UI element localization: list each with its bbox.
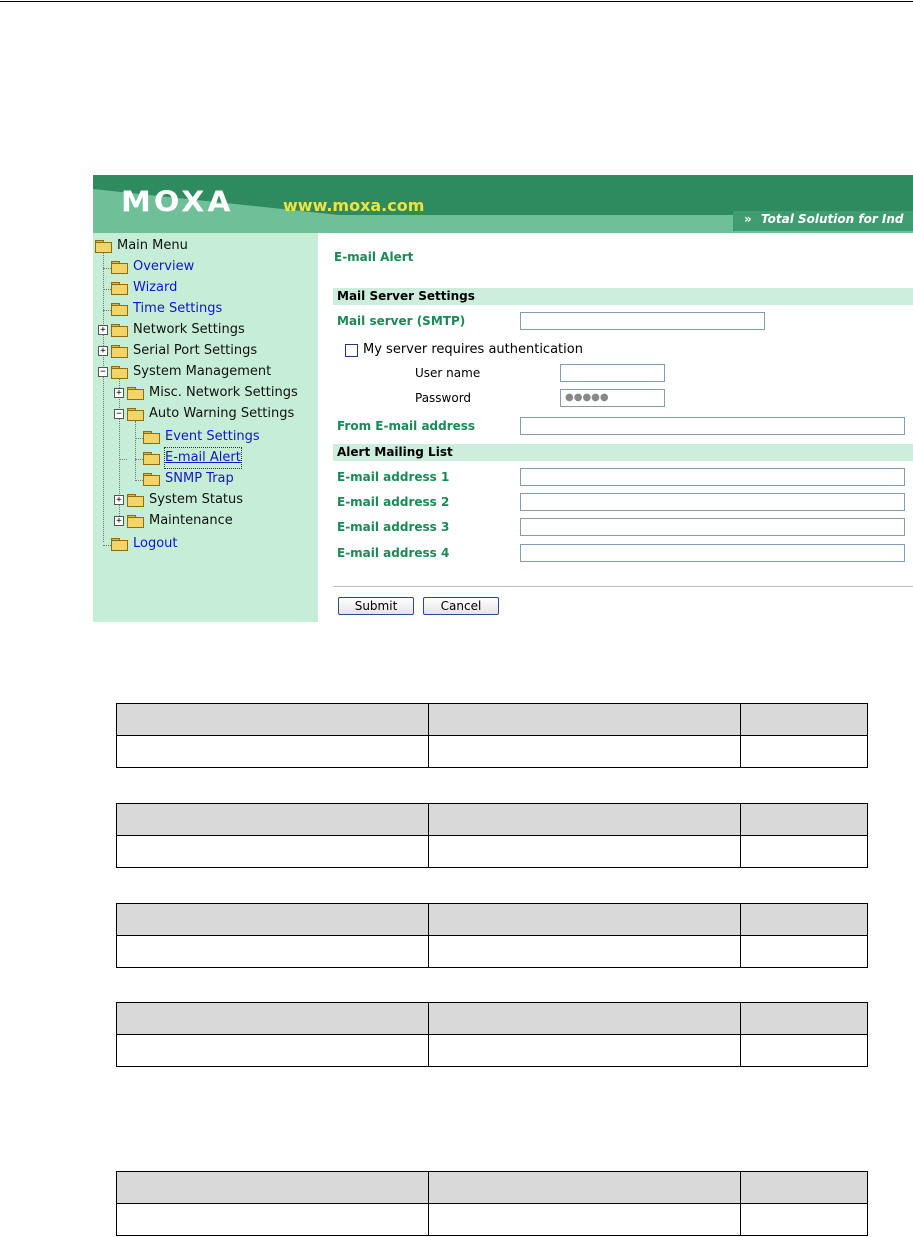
menu-item-system-status-label: System Status (149, 492, 244, 507)
collapse-minus-icon[interactable]: − (98, 367, 108, 377)
folder-icon (111, 324, 127, 336)
web-console-screenshot (93, 175, 913, 622)
column-divider (428, 804, 429, 867)
menu-item-email-alert-label: E-mail Alert (165, 448, 241, 468)
expand-plus-icon[interactable]: + (98, 346, 108, 356)
email-address-2-input[interactable] (520, 493, 905, 511)
tree-line (135, 421, 136, 481)
folder-icon (127, 515, 143, 527)
expand-plus-icon[interactable]: + (98, 325, 108, 335)
header-banner (93, 175, 913, 233)
page-title: E-mail Alert (334, 250, 414, 264)
tree-line (103, 250, 104, 542)
folder-open-icon (95, 240, 111, 252)
folder-open-icon (127, 408, 143, 420)
username-label: User name (415, 366, 481, 380)
folder-icon (127, 387, 143, 399)
moxa-logo: MOXA (121, 185, 234, 220)
table-header-row (117, 704, 867, 736)
menu-item-auto-warning-settings-label: Auto Warning Settings (149, 406, 295, 421)
email-address-4-label: E-mail address 4 (337, 546, 450, 560)
email-address-2-label: E-mail address 2 (337, 495, 450, 509)
menu-item-snmp-trap-label: SNMP Trap (165, 471, 234, 486)
tree-line (103, 268, 111, 269)
menu-root-label: Main Menu (117, 238, 188, 253)
tree-line (103, 545, 111, 546)
expand-plus-icon[interactable]: + (114, 516, 124, 526)
folder-icon (143, 473, 159, 485)
tree-line (103, 289, 111, 290)
column-divider (428, 904, 429, 967)
cancel-button[interactable]: Cancel (423, 597, 499, 615)
section-mail-server: Mail Server Settings (333, 288, 913, 305)
folder-icon (111, 282, 127, 294)
moxa-url: www.moxa.com (283, 196, 425, 215)
table-header-row (117, 804, 867, 836)
parameter-table (116, 703, 868, 768)
menu-item-serial-port-settings-label: Serial Port Settings (133, 343, 258, 358)
parameter-table (116, 803, 868, 868)
menu-item-logout-label: Logout (133, 536, 178, 551)
tree-line (119, 459, 127, 460)
column-divider (740, 704, 741, 767)
table-header-row (117, 1172, 867, 1204)
table-row (117, 736, 867, 767)
column-divider (740, 804, 741, 867)
table-header-row (117, 1003, 867, 1035)
table-row (117, 836, 867, 867)
mail-server-input[interactable] (520, 312, 765, 330)
tree-line (135, 438, 143, 439)
column-divider (428, 1172, 429, 1235)
from-email-label: From E-mail address (337, 419, 476, 433)
page-top-rule (0, 1, 913, 2)
username-input[interactable] (560, 364, 665, 382)
parameter-table (116, 903, 868, 968)
folder-icon (127, 494, 143, 506)
auth-checkbox-label: My server requires authentication (363, 342, 583, 357)
menu-item-maintenance-label: Maintenance (149, 513, 233, 528)
table-row (117, 1204, 867, 1235)
folder-open-icon (111, 366, 127, 378)
from-email-input[interactable] (520, 417, 905, 435)
parameter-table (116, 1002, 868, 1067)
parameter-table (116, 1171, 868, 1236)
table-header-row (117, 904, 867, 936)
folder-icon (111, 345, 127, 357)
menu-item-wizard-label: Wizard (133, 280, 178, 295)
password-label: Password (415, 391, 472, 405)
expand-plus-icon[interactable]: + (114, 388, 124, 398)
folder-icon (111, 303, 127, 315)
column-divider (740, 1172, 741, 1235)
folder-icon (143, 452, 159, 464)
folder-icon (143, 431, 159, 443)
mail-server-label: Mail server (SMTP) (337, 314, 466, 328)
menu-item-network-settings-label: Network Settings (133, 322, 245, 337)
column-divider (740, 904, 741, 967)
password-input[interactable]: ●●●●● (560, 389, 665, 407)
email-address-1-input[interactable] (520, 468, 905, 486)
collapse-minus-icon[interactable]: − (114, 409, 124, 419)
menu-item-misc-network-settings-label: Misc. Network Settings (149, 385, 298, 400)
column-divider (428, 704, 429, 767)
tree-line (135, 480, 143, 481)
table-row (117, 1035, 867, 1066)
auth-checkbox[interactable] (345, 344, 358, 357)
column-divider (740, 1003, 741, 1066)
menu-item-event-settings-label: Event Settings (165, 429, 260, 444)
tree-line (135, 459, 143, 460)
email-address-1-label: E-mail address 1 (337, 470, 450, 484)
menu-item-overview-label: Overview (133, 259, 195, 274)
main-panel (318, 233, 913, 622)
table-row (117, 936, 867, 967)
form-divider (333, 586, 913, 587)
double-chevron-icon: » (744, 212, 752, 226)
email-address-3-input[interactable] (520, 518, 905, 536)
submit-button[interactable]: Submit (338, 597, 414, 615)
folder-icon (111, 261, 127, 273)
email-address-3-label: E-mail address 3 (337, 520, 450, 534)
menu-item-system-management-label: System Management (133, 364, 272, 379)
sidebar-menu (93, 233, 318, 622)
menu-item-time-settings-label: Time Settings (133, 301, 223, 316)
folder-icon (111, 538, 127, 550)
section-alert-mailing-list: Alert Mailing List (333, 444, 913, 461)
tree-line (103, 310, 111, 311)
email-address-4-input[interactable] (520, 544, 905, 562)
column-divider (428, 1003, 429, 1066)
tagline-text: Total Solution for Ind (761, 212, 904, 226)
expand-plus-icon[interactable]: + (114, 495, 124, 505)
